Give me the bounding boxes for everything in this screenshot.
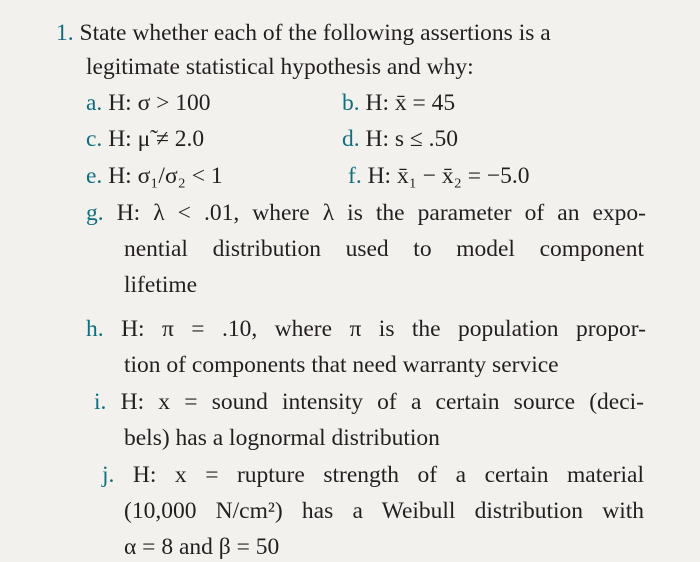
- item-g-text-line1: H: λ < .01, where λ is the parameter of an expo-: [116, 200, 647, 226]
- item-i-line1: [94, 387, 644, 417]
- problem-prompt-line1: State whether each of the following assertions is a: [79, 20, 551, 46]
- item-b-text: H: x̄ = 45: [365, 90, 456, 116]
- item-j-text-line1: H: x = rupture strength of a certain material: [132, 462, 644, 488]
- item-d-text: H: s ≤ .50: [365, 126, 459, 152]
- item-f: [348, 161, 529, 191]
- item-d: [342, 124, 458, 154]
- item-a-text: H: σ > 100: [108, 90, 211, 116]
- problem-number: 1.: [56, 20, 74, 46]
- item-c-text: H: μ̃ ≠ 2.0: [108, 126, 205, 152]
- item-i-label: i.: [94, 389, 107, 415]
- item-h-label: h.: [86, 316, 104, 342]
- item-j-text-line2: (10,000 N/cm²) has a Weibull distribution with: [124, 498, 644, 524]
- problem-prompt-line2: legitimate statistical hypothesis and why:: [86, 54, 474, 80]
- item-h-text-line1: H: π = .10, where π is the population propor-: [121, 316, 646, 342]
- item-g-line1: [86, 198, 646, 228]
- item-h-text-line2: tion of components that need warranty service: [124, 352, 559, 378]
- item-f-text: H: x̄₁ − x̄₂ = −5.0: [367, 163, 530, 189]
- item-g-text-line2: nential distribution used to model component: [124, 236, 644, 262]
- item-g-label: g.: [86, 200, 104, 226]
- item-g-text-line3: lifetime: [124, 272, 198, 298]
- item-c-label: c.: [86, 126, 103, 152]
- item-i-text-line1: H: x = sound intensity of a certain source (deci-: [120, 389, 644, 415]
- item-a: [86, 88, 210, 118]
- item-e-label: e.: [86, 163, 103, 189]
- item-i-text-line2: bels) has a lognormal distribution: [124, 425, 440, 451]
- item-e: [86, 161, 223, 191]
- item-c: [86, 124, 204, 154]
- item-b: [342, 88, 455, 118]
- item-e-text: H: σ₁/σ₂ < 1: [108, 163, 223, 189]
- item-j-line1: [102, 460, 644, 490]
- item-h-line1: [86, 314, 646, 344]
- item-a-label: a.: [86, 90, 103, 116]
- item-j-label: j.: [102, 462, 115, 488]
- item-b-label: b.: [342, 90, 360, 116]
- item-j-text-line3: α = 8 and β = 50: [124, 534, 280, 560]
- item-d-label: d.: [342, 126, 360, 152]
- item-f-label: f.: [348, 163, 362, 189]
- problem-header: [56, 18, 656, 48]
